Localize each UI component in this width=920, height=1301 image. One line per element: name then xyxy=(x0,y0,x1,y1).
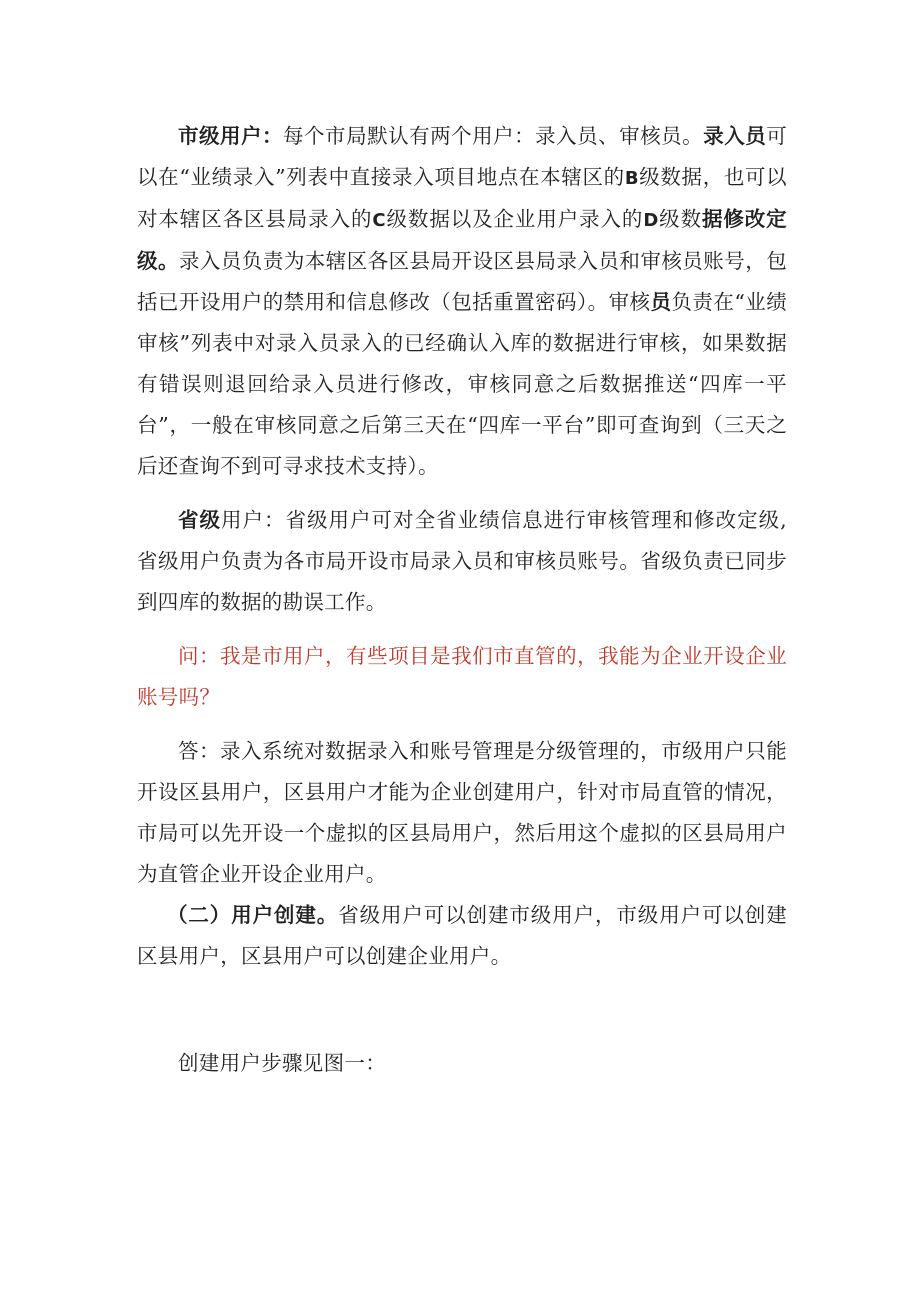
level-d: D xyxy=(643,210,659,231)
text-span: 级数据以及企业用户录入的 xyxy=(385,207,644,231)
paragraph-figure-reference: 创建用户步骤见图一： xyxy=(178,1051,386,1075)
document-body xyxy=(137,116,787,1084)
term-modify-grading: 据修改定级。 xyxy=(137,207,787,273)
term-reviewer: 员 xyxy=(650,290,672,314)
level-b: B xyxy=(624,168,639,189)
paragraph-province-user xyxy=(137,500,787,623)
paragraph-question: 问：我是市用户，有些项目是我们市直管的，我能为企业开设企业账号吗？ xyxy=(137,644,787,709)
text-span: 用户：省级用户可对全省业绩信息进行审核管理和修改定级,省级用户负责为各市局开设市局录入员和审核员账号。省级负责已同步到四库的数据的勘误工作。 xyxy=(137,508,787,614)
text-span: 级数 xyxy=(658,207,702,231)
text-span: 每个市局默认有两个用户：录入员、审核员。 xyxy=(283,124,704,148)
paragraph-city-user xyxy=(137,116,787,487)
text-span: 级数据，也可以对本辖区各区县局录入的 xyxy=(137,165,787,231)
text-span: 负责在“业绩审核”列表中对录入员录入的已经确认入库的数据进行审核，如果数据有错误则退回给录入员进行修改，审核同意之后数据推送“四库一平台”，一般在审核同意之后第三天在“四库一平台”即可查询到（三天之后还查询不到可寻求技术支持）。 xyxy=(137,290,787,478)
term-province: 省级 xyxy=(178,508,222,532)
paragraph-answer: 答：录入系统对数据录入和账号管理是分级管理的，市级用户只能开设区县用户，区县用户才能为企业创建用户，针对市局直管的情况，市局可以先开设一个虚拟的区县局用户，然后用这个虚拟的区县局用户为直管企业开设企业用户。 xyxy=(137,739,787,886)
text-span: 省级用户可以创建市级用户，市级用户可以创建区县用户，区县用户可以创建企业用户。 xyxy=(137,903,787,968)
text-span: 可以在“业绩录入”列表中直接录入项目地点在本辖区的 xyxy=(137,124,788,189)
term-city-user: 市级用户： xyxy=(178,124,284,148)
section-heading-user-creation: （二）用户创建。 xyxy=(167,903,339,927)
level-c: C xyxy=(372,210,386,231)
term-entry-clerk: 录入员 xyxy=(703,124,767,148)
text-span: 录入员负责为本辖区各区县局开设区县局录入员和审核员账号，包括已开设用户的禁用和信息修改（包括重置密码）。审核 xyxy=(137,249,787,314)
paragraph-user-creation xyxy=(137,895,787,977)
